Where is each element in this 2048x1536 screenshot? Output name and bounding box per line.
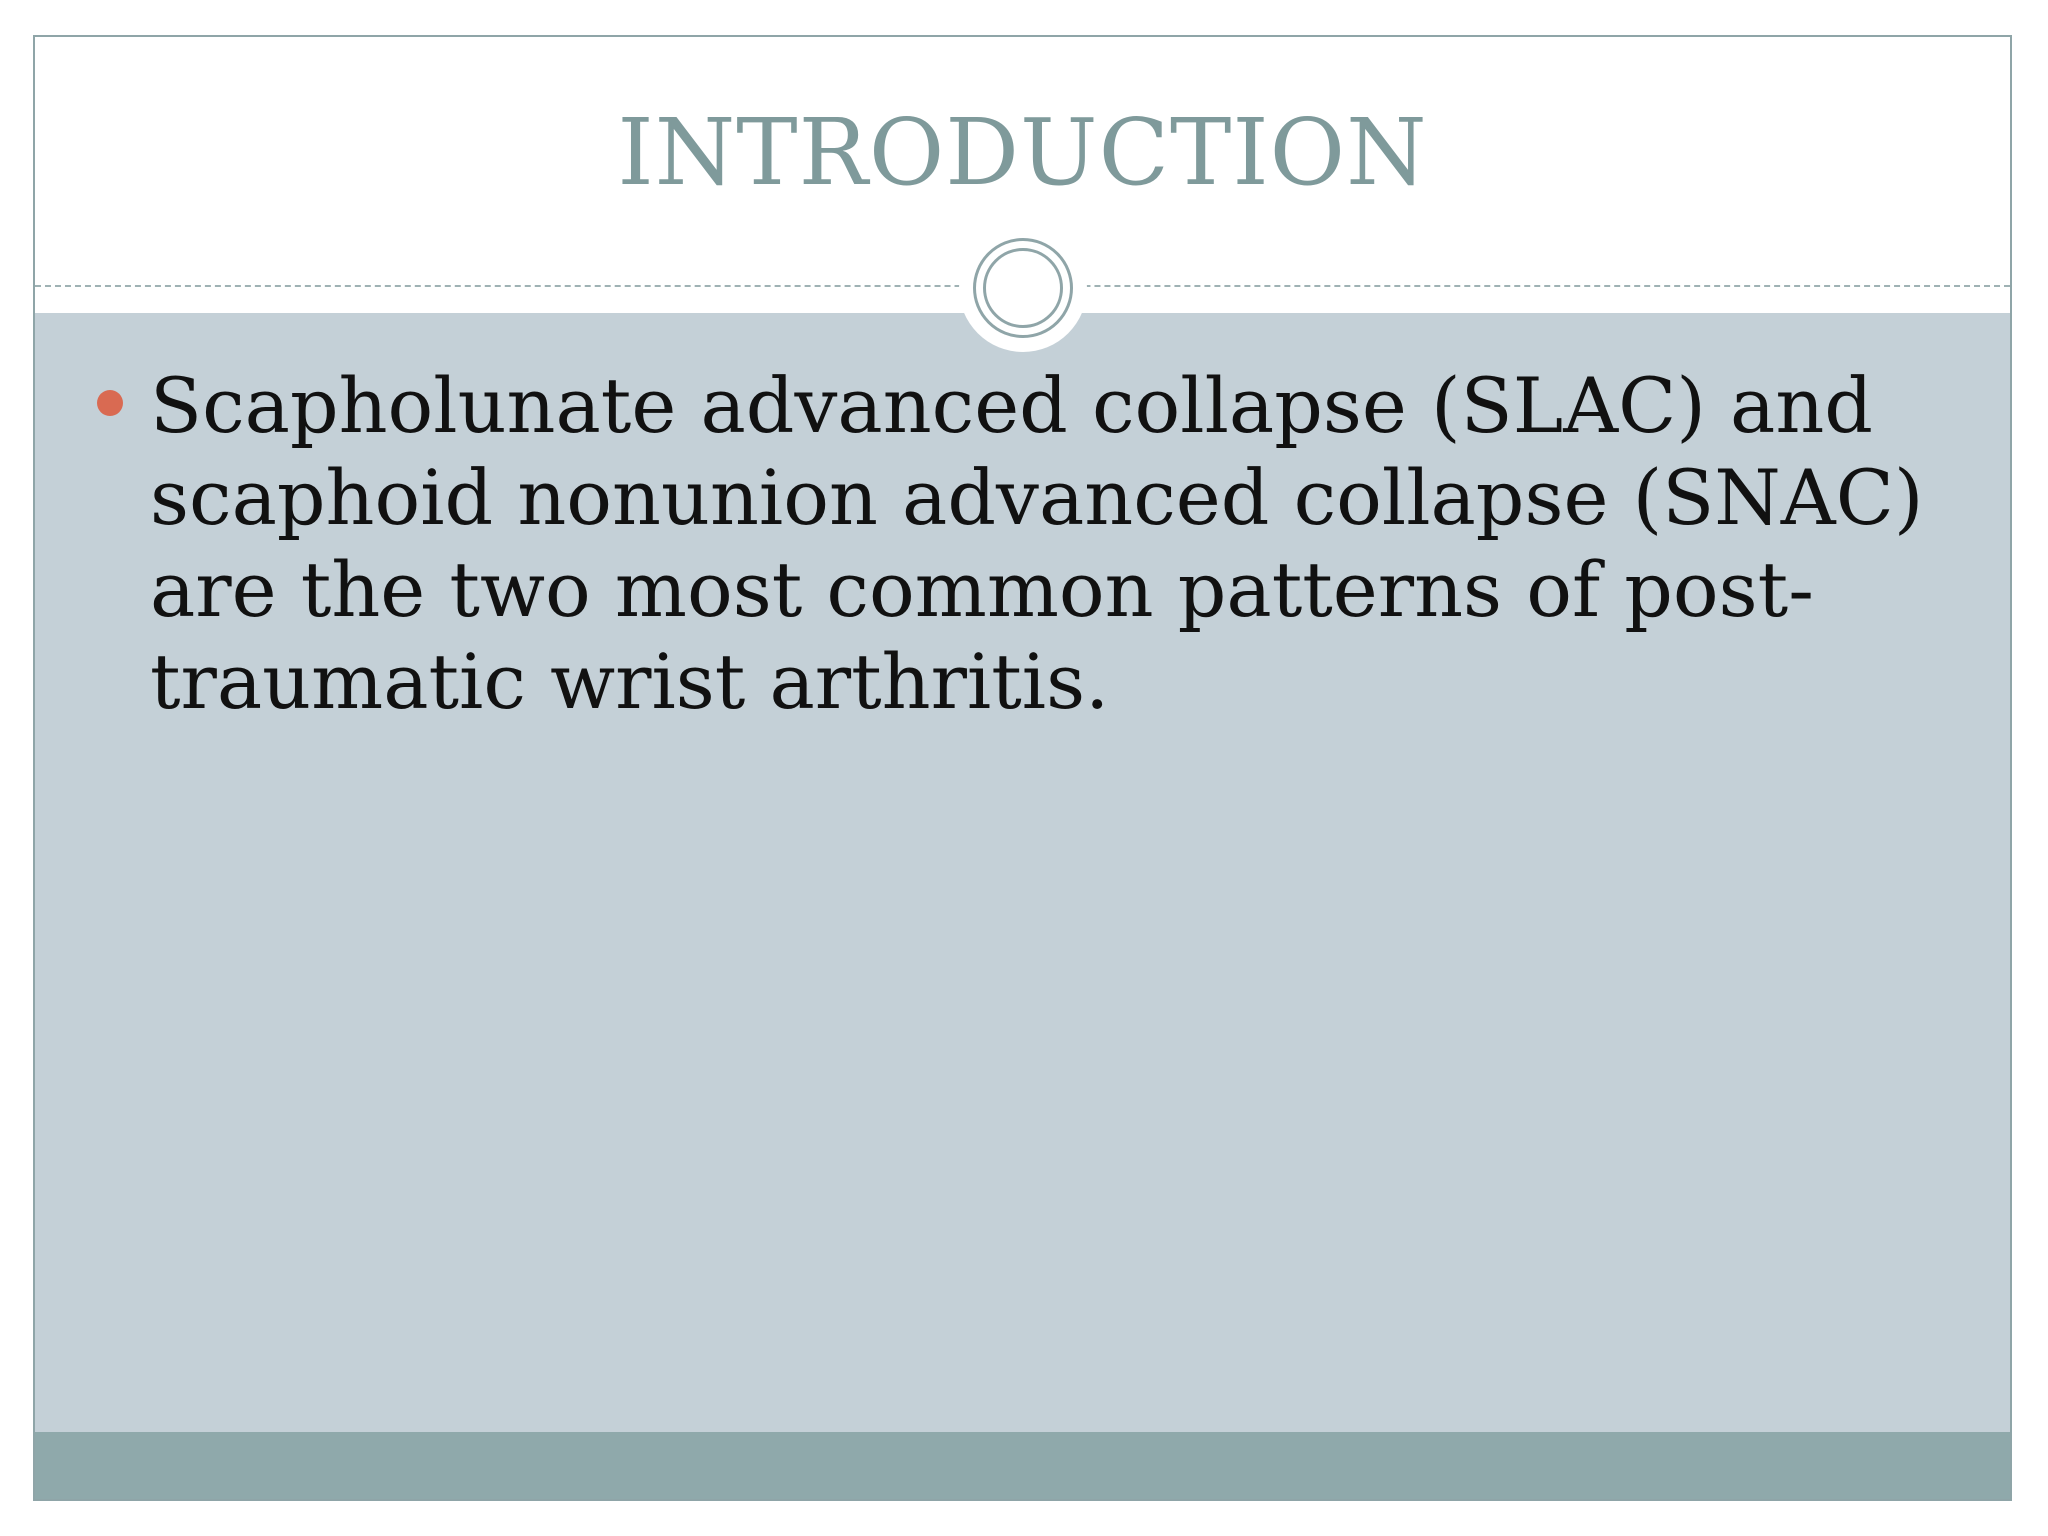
slide [33,35,2012,1501]
divider-circle-ornament [959,224,1087,352]
ornament-inner-ring [983,248,1063,328]
ornament-outer-ring [973,238,1073,338]
footer-band [35,1432,2010,1501]
bullet-text: Scapholunate advanced collapse (SLAC) and scaphoid nonunion advanced collapse (SNAC) are the two most common patterns of post-traumatic wrist arthritis. [150,361,1924,726]
bullet-marker-icon [97,390,123,416]
slide-title: INTRODUCTION [617,99,1428,206]
